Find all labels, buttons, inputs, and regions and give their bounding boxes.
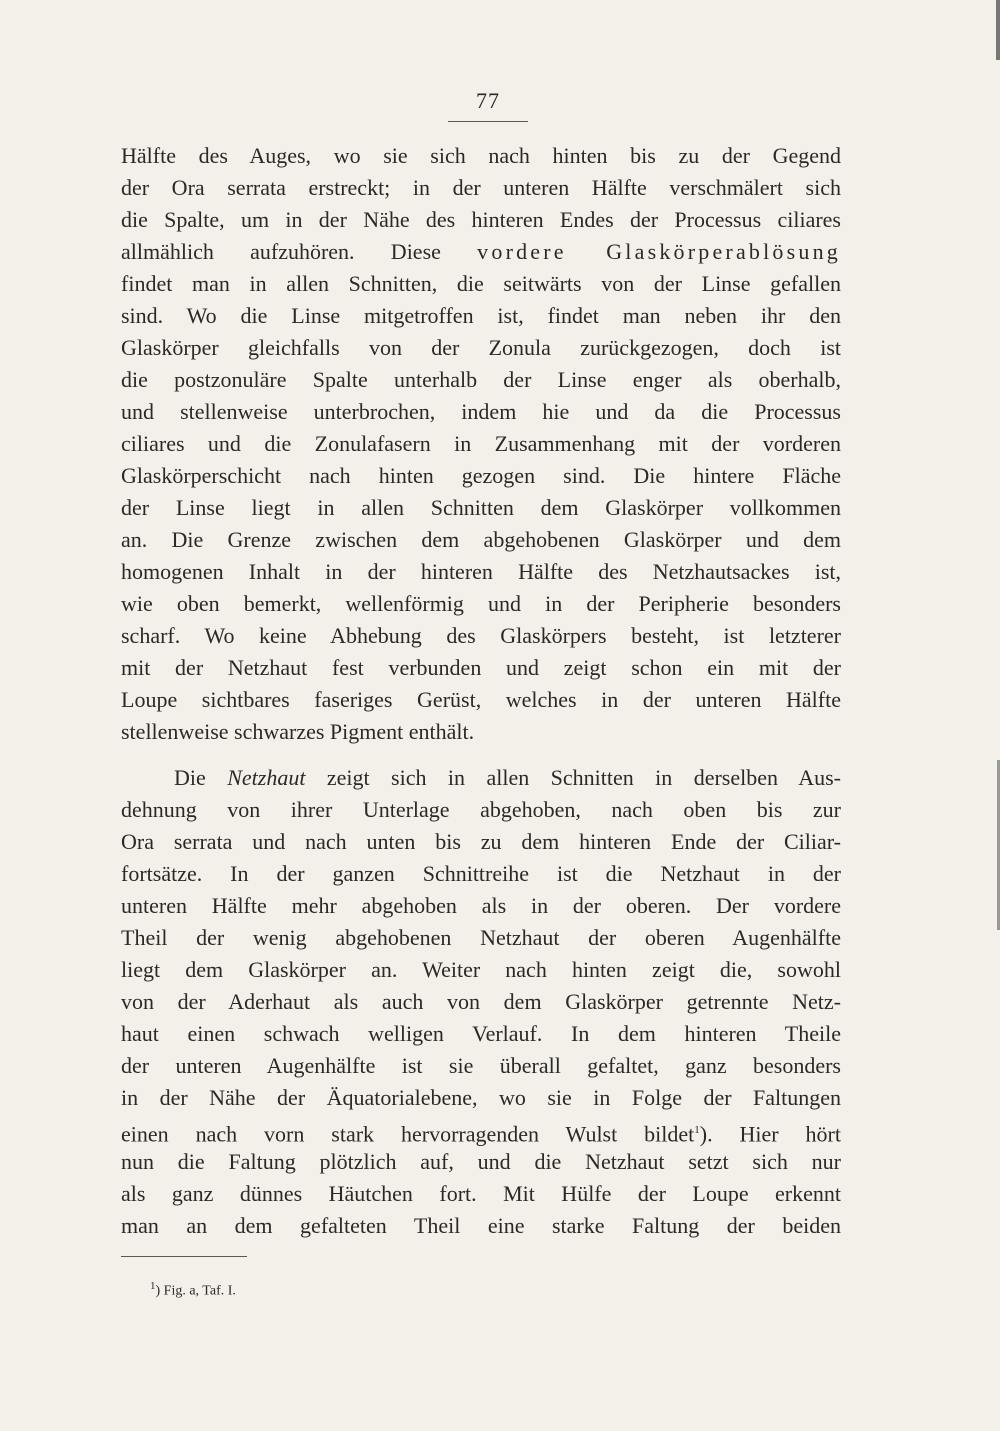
text-line: als ganz dünnes Häutchen fort. Mit Hülfe der Loupe erkennt	[121, 1181, 841, 1206]
page-number: 77	[476, 88, 500, 113]
text-line: Hälfte des Auges, wo sie sich nach hinten bis zu der Gegend	[121, 143, 841, 168]
text-line: homogenen Inhalt in der hinteren Hälfte des Netzhautsackes ist,	[121, 559, 841, 584]
text-line: liegt dem Glaskörper an. Weiter nach hinten zeigt die, sowohl	[121, 957, 841, 982]
text-line: der Linse liegt in allen Schnitten dem Glaskörper vollkommen	[121, 495, 841, 520]
text-line: stellenweise schwarzes Pigment enthält.	[121, 719, 475, 744]
text-line	[121, 236, 841, 268]
footnote-reference: 1	[694, 1124, 700, 1136]
footnote	[150, 1280, 236, 1300]
text-line: der Ora serrata erstreckt; in der unteren Hälfte verschmälert sich	[121, 175, 841, 200]
text-line: nun die Faltung plötzlich auf, und die Netzhaut setzt sich nur	[121, 1149, 841, 1174]
emphasized-term: vordere Glaskörperablösung	[477, 239, 841, 264]
text-line: Ora serrata und nach unten bis zu dem hinteren Ende der Ciliar-	[121, 829, 841, 854]
footnote-rule	[121, 1256, 247, 1257]
text-line: in der Nähe der Äquatorialebene, wo sie in Folge der Faltungen	[121, 1085, 841, 1110]
footnote-marker: 1	[150, 1280, 156, 1292]
text-line: von der Aderhaut als auch von dem Glaskörper getrennte Netz-	[121, 989, 841, 1014]
text-segment: ). Hier hört	[699, 1121, 841, 1147]
text-line: die Spalte, um in der Nähe des hinteren Endes der Processus ciliares	[121, 207, 841, 232]
text-line: Glaskörperschicht nach hinten gezogen sind. Die hintere Fläche	[121, 463, 841, 488]
text-segment: Die	[174, 765, 206, 790]
text-line: man an dem gefalteten Theil eine starke Faltung der beiden	[121, 1213, 841, 1238]
text-segment: allmählich aufzuhören. Diese	[121, 239, 441, 264]
text-line: haut einen schwach welligen Verlauf. In dem hinteren Theile	[121, 1021, 841, 1046]
text-line: sind. Wo die Linse mitgetroffen ist, findet man neben ihr den	[121, 303, 841, 328]
text-line: ciliares und die Zonulafasern in Zusammenhang mit der vorderen	[121, 431, 841, 456]
text-line: und stellenweise unterbrochen, indem hie und da die Processus	[121, 399, 841, 424]
text-line: Theil der wenig abgehobenen Netzhaut der oberen Augenhälfte	[121, 925, 841, 950]
text-line: Loupe sichtbares faseriges Gerüst, welches in der unteren Hälfte	[121, 687, 841, 712]
text-line: Glaskörper gleichfalls von der Zonula zurückgezogen, doch ist	[121, 335, 841, 360]
text-line: findet man in allen Schnitten, die seitwärts von der Linse gefallen	[121, 271, 841, 296]
text-line: unteren Hälfte mehr abgehoben als in der oberen. Der vordere	[121, 893, 841, 918]
text-line	[121, 1114, 841, 1150]
text-line: fortsätze. In der ganzen Schnittreihe ist die Netzhaut in der	[121, 861, 841, 886]
text-line: der unteren Augenhälfte ist sie überall gefaltet, ganz besonders	[121, 1053, 841, 1078]
scan-edge-shadow	[996, 0, 1000, 60]
text-line: dehnung von ihrer Unterlage abgehoben, nach oben bis zur	[121, 797, 841, 822]
text-line: an. Die Grenze zwischen dem abgehobenen Glaskörper und dem	[121, 527, 841, 552]
text-segment: zeigt sich in allen Schnitten in derselben Aus-	[326, 765, 842, 790]
text-line: die postzonuläre Spalte unterhalb der Linse enger als oberhalb,	[121, 367, 841, 392]
text-line	[174, 762, 841, 794]
text-segment: einen nach vorn stark hervorragenden Wulst bildet	[121, 1121, 695, 1147]
text-line: scharf. Wo keine Abhebung des Glaskörpers besteht, ist letzterer	[121, 623, 841, 648]
text-line: mit der Netzhaut fest verbunden und zeigt schon ein mit der	[121, 655, 841, 680]
text-line: wie oben bemerkt, wellenförmig und in der Peripherie besonders	[121, 591, 841, 616]
footnote-text: ) Fig. a, Taf. I.	[155, 1283, 236, 1299]
italic-term: Netzhaut	[227, 765, 306, 790]
page-number-rule	[448, 121, 528, 122]
